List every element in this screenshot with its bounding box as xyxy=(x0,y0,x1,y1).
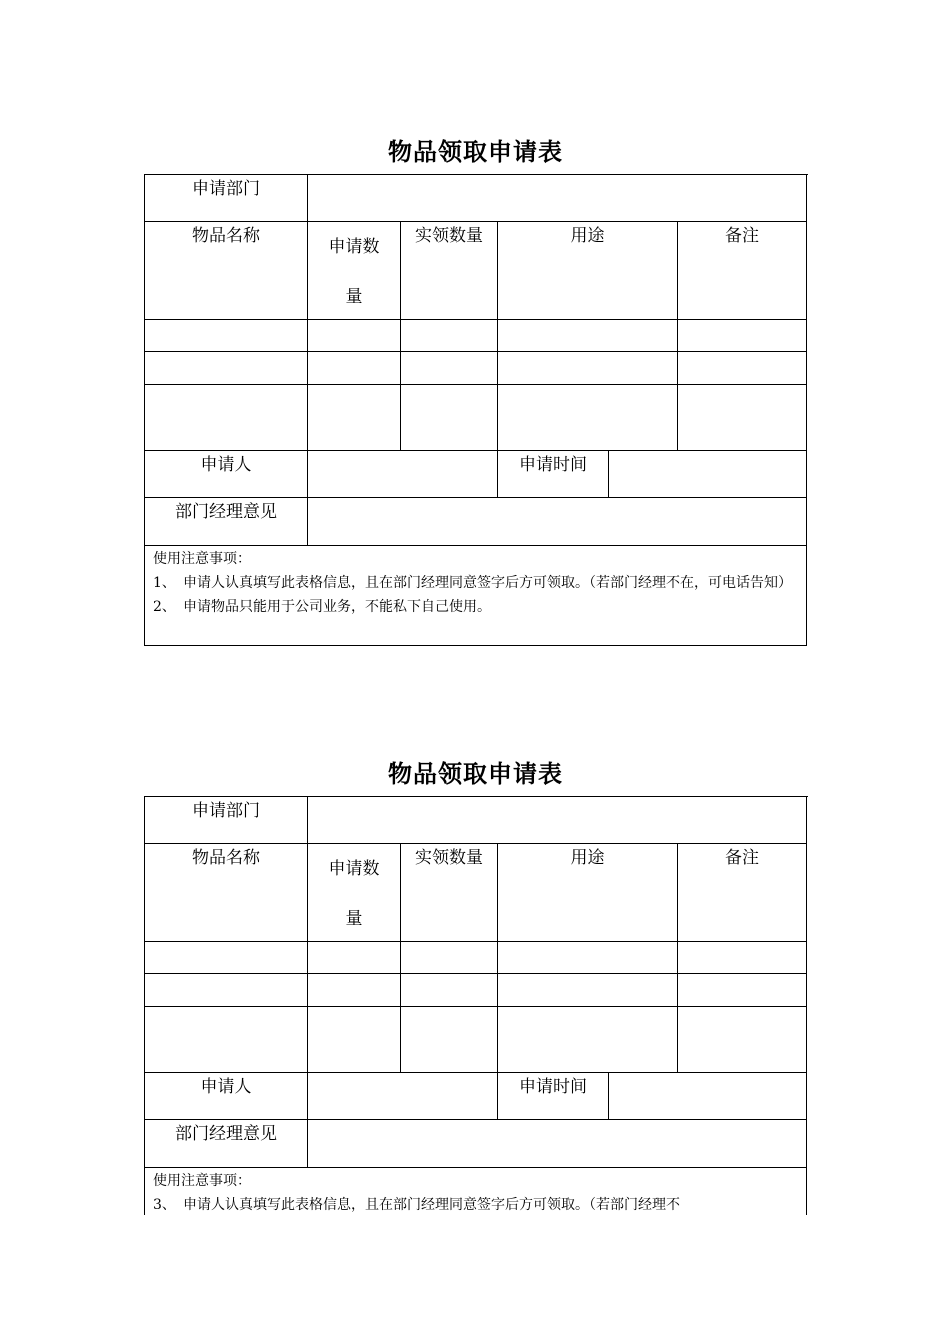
dept-label: 申请部门 xyxy=(145,175,308,222)
row-3-req[interactable] xyxy=(308,385,401,451)
manager-field[interactable] xyxy=(308,1120,807,1168)
date-label: 申请时间 xyxy=(498,1073,609,1120)
form-table xyxy=(144,796,808,1168)
manager-field[interactable] xyxy=(308,498,807,546)
note-item xyxy=(153,595,806,619)
date-field[interactable] xyxy=(609,1073,807,1120)
dept-label: 申请部门 xyxy=(145,797,308,844)
header-purpose: 用途 xyxy=(498,844,678,942)
row-1-item[interactable] xyxy=(145,942,308,974)
note-number: 2、 xyxy=(153,599,176,615)
usage-notes xyxy=(144,545,807,646)
row-3-item[interactable] xyxy=(145,385,308,451)
note-item xyxy=(153,1193,806,1215)
row-2-remarks[interactable] xyxy=(678,352,807,385)
row-1-req[interactable] xyxy=(308,320,401,352)
row-1-remarks[interactable] xyxy=(678,942,807,974)
row-2-item[interactable] xyxy=(145,352,308,385)
row-1-remarks[interactable] xyxy=(678,320,807,352)
row-3-purpose[interactable] xyxy=(498,1007,678,1073)
note-number: 1、 xyxy=(153,575,176,591)
header-received-qty: 实领数量 xyxy=(401,222,498,320)
manager-label: 部门经理意见 xyxy=(145,498,308,546)
row-1-purpose[interactable] xyxy=(498,320,678,352)
note-text: 申请人认真填写此表格信息，且在部门经理同意签字后方可领取。（若部门经理不 xyxy=(183,1197,680,1213)
date-label: 申请时间 xyxy=(498,451,609,498)
note-item xyxy=(153,571,806,595)
row-3-rec[interactable] xyxy=(401,1007,498,1073)
dept-field[interactable] xyxy=(308,797,807,844)
note-text: 申请物品只能用于公司业务，不能私下自己使用。 xyxy=(183,599,491,615)
header-requested-qty-text: 申请数量 xyxy=(328,859,380,929)
row-1-item[interactable] xyxy=(145,320,308,352)
applicant-label: 申请人 xyxy=(145,1073,308,1120)
row-1-rec[interactable] xyxy=(401,942,498,974)
note-text: 申请人认真填写此表格信息，且在部门经理同意签字后方可领取。（若部门经理不在，可电话告知） xyxy=(183,575,792,591)
row-1-purpose[interactable] xyxy=(498,942,678,974)
row-3-rec[interactable] xyxy=(401,385,498,451)
form-title: 物品领取申请表 xyxy=(388,138,563,166)
row-2-rec[interactable] xyxy=(401,974,498,1007)
row-2-req[interactable] xyxy=(308,974,401,1007)
header-requested-qty xyxy=(308,222,401,320)
notes-title: 使用注意事项： xyxy=(153,1173,251,1189)
row-2-remarks[interactable] xyxy=(678,974,807,1007)
header-remarks: 备注 xyxy=(678,844,807,942)
row-3-remarks[interactable] xyxy=(678,385,807,451)
header-requested-qty xyxy=(308,844,401,942)
header-received-qty: 实领数量 xyxy=(401,844,498,942)
row-3-remarks[interactable] xyxy=(678,1007,807,1073)
date-field[interactable] xyxy=(609,451,807,498)
notes-title: 使用注意事项： xyxy=(153,551,251,567)
manager-label: 部门经理意见 xyxy=(145,1120,308,1168)
row-2-purpose[interactable] xyxy=(498,974,678,1007)
row-3-item[interactable] xyxy=(145,1007,308,1073)
note-number: 3、 xyxy=(153,1197,176,1213)
applicant-field[interactable] xyxy=(308,451,498,498)
row-3-req[interactable] xyxy=(308,1007,401,1073)
row-2-rec[interactable] xyxy=(401,352,498,385)
row-2-purpose[interactable] xyxy=(498,352,678,385)
header-item-name: 物品名称 xyxy=(145,222,308,320)
row-1-rec[interactable] xyxy=(401,320,498,352)
header-requested-qty-text: 申请数量 xyxy=(328,237,380,307)
dept-field[interactable] xyxy=(308,175,807,222)
usage-notes xyxy=(144,1167,807,1215)
header-purpose: 用途 xyxy=(498,222,678,320)
row-1-req[interactable] xyxy=(308,942,401,974)
row-3-purpose[interactable] xyxy=(498,385,678,451)
row-2-req[interactable] xyxy=(308,352,401,385)
form-title: 物品领取申请表 xyxy=(388,760,563,788)
row-2-item[interactable] xyxy=(145,974,308,1007)
applicant-label: 申请人 xyxy=(145,451,308,498)
header-item-name: 物品名称 xyxy=(145,844,308,942)
applicant-field[interactable] xyxy=(308,1073,498,1120)
header-remarks: 备注 xyxy=(678,222,807,320)
